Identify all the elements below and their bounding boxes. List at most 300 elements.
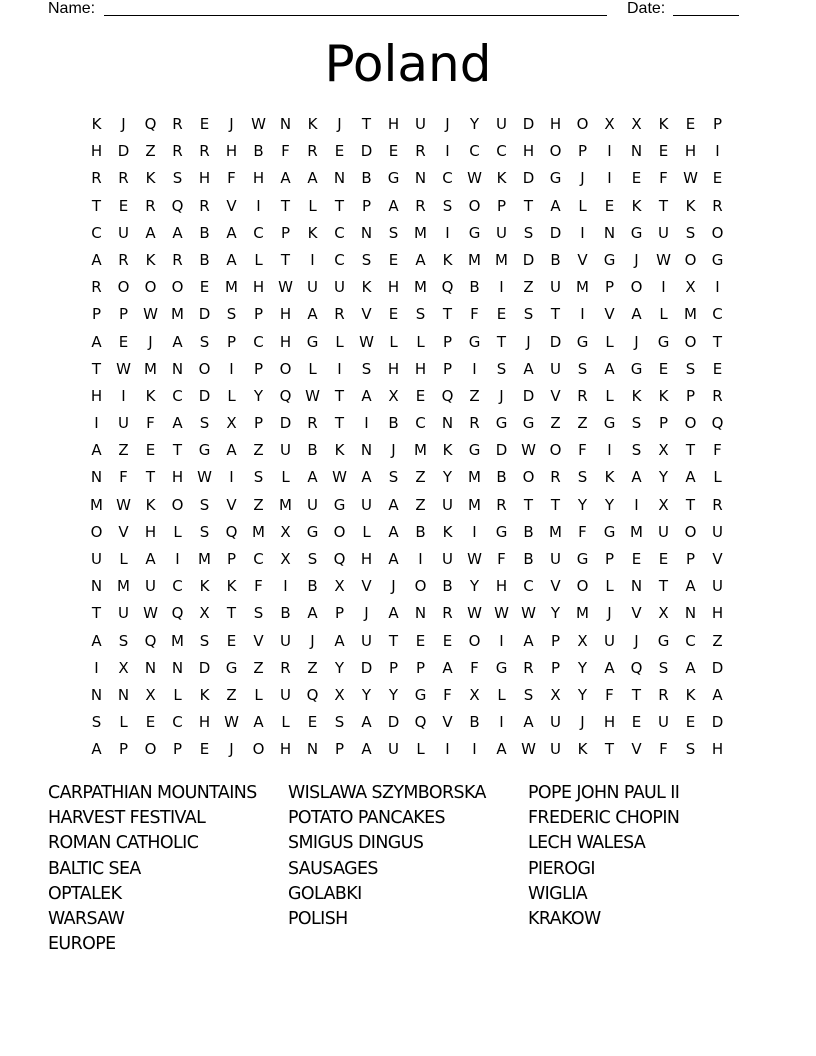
grid-letter[interactable]: S: [199, 522, 210, 541]
grid-letter[interactable]: A: [361, 468, 372, 487]
grid-letter[interactable]: Z: [577, 414, 588, 433]
grid-letter[interactable]: Z: [253, 658, 264, 677]
grid-letter[interactable]: S: [253, 468, 264, 487]
grid-letter[interactable]: G: [495, 522, 508, 541]
grid-letter[interactable]: H: [252, 278, 265, 297]
grid-letter[interactable]: E: [658, 359, 669, 378]
grid-letter[interactable]: O: [279, 359, 292, 378]
grid-letter[interactable]: L: [281, 713, 290, 732]
grid-letter[interactable]: X: [280, 550, 291, 568]
grid-letter[interactable]: P: [550, 658, 561, 677]
grid-letter[interactable]: V: [550, 386, 561, 405]
grid-letter[interactable]: D: [279, 414, 292, 433]
grid-letter[interactable]: K: [199, 685, 210, 704]
grid-letter[interactable]: S: [91, 713, 102, 732]
grid-letter[interactable]: S: [334, 713, 345, 732]
grid-letter[interactable]: I: [121, 386, 126, 405]
grid-letter[interactable]: O: [414, 577, 427, 596]
grid-letter[interactable]: O: [144, 278, 157, 297]
grid-letter[interactable]: H: [279, 332, 292, 351]
grid-letter[interactable]: A: [145, 223, 156, 242]
grid-letter[interactable]: U: [307, 495, 318, 514]
grid-letter[interactable]: R: [172, 115, 183, 133]
grid-letter[interactable]: T: [658, 196, 669, 215]
grid-letter[interactable]: I: [634, 495, 639, 514]
grid-letter[interactable]: M: [171, 305, 184, 324]
grid-letter[interactable]: J: [445, 115, 450, 133]
grid-letter[interactable]: L: [362, 522, 371, 541]
grid-letter[interactable]: J: [499, 386, 504, 405]
grid-letter[interactable]: M: [198, 550, 211, 568]
grid-letter[interactable]: S: [199, 414, 210, 433]
grid-letter[interactable]: C: [415, 414, 426, 433]
grid-letter[interactable]: S: [226, 305, 237, 324]
grid-letter[interactable]: A: [145, 550, 156, 568]
grid-letter[interactable]: J: [121, 115, 126, 133]
grid-letter[interactable]: I: [472, 522, 477, 541]
grid-letter[interactable]: U: [118, 414, 129, 433]
grid-letter[interactable]: Z: [253, 495, 264, 514]
grid-letter[interactable]: P: [280, 223, 291, 242]
grid-letter[interactable]: M: [252, 522, 265, 541]
grid-letter[interactable]: K: [226, 577, 237, 596]
grid-letter[interactable]: I: [499, 631, 504, 650]
grid-letter[interactable]: I: [445, 142, 450, 161]
grid-letter[interactable]: W: [197, 468, 212, 487]
grid-letter[interactable]: K: [307, 115, 318, 133]
grid-letter[interactable]: U: [712, 577, 723, 596]
grid-letter[interactable]: H: [144, 522, 157, 541]
grid-letter[interactable]: A: [226, 223, 237, 242]
grid-letter[interactable]: P: [91, 305, 102, 324]
grid-letter[interactable]: H: [279, 305, 292, 324]
grid-letter[interactable]: I: [472, 359, 477, 378]
grid-letter[interactable]: V: [118, 522, 129, 541]
grid-letter[interactable]: E: [199, 115, 210, 133]
grid-letter[interactable]: J: [148, 332, 153, 351]
grid-letter[interactable]: U: [334, 278, 345, 297]
grid-letter[interactable]: I: [256, 196, 261, 215]
grid-letter[interactable]: L: [173, 685, 182, 704]
grid-letter[interactable]: X: [388, 386, 399, 405]
grid-letter[interactable]: J: [229, 115, 234, 133]
grid-letter[interactable]: D: [711, 658, 724, 677]
grid-letter[interactable]: H: [90, 386, 103, 405]
grid-letter[interactable]: G: [576, 550, 589, 568]
grid-letter[interactable]: P: [496, 196, 507, 215]
grid-letter[interactable]: V: [550, 577, 561, 596]
grid-letter[interactable]: O: [684, 414, 697, 433]
grid-letter[interactable]: T: [172, 441, 183, 460]
grid-letter[interactable]: M: [90, 495, 103, 514]
grid-letter[interactable]: F: [146, 414, 155, 433]
grid-letter[interactable]: X: [658, 604, 669, 623]
grid-letter[interactable]: W: [116, 495, 131, 514]
grid-letter[interactable]: X: [631, 115, 642, 133]
grid-letter[interactable]: P: [685, 550, 696, 568]
grid-letter[interactable]: I: [229, 359, 234, 378]
grid-letter[interactable]: R: [91, 169, 102, 188]
grid-letter[interactable]: Y: [469, 115, 480, 133]
grid-letter[interactable]: P: [253, 359, 264, 378]
grid-letter[interactable]: Y: [658, 468, 669, 487]
grid-letter[interactable]: X: [685, 278, 696, 297]
grid-letter[interactable]: R: [307, 142, 318, 161]
grid-letter[interactable]: A: [280, 169, 291, 188]
grid-letter[interactable]: Y: [577, 495, 588, 514]
grid-letter[interactable]: A: [307, 604, 318, 623]
grid-letter[interactable]: S: [685, 223, 696, 242]
grid-letter[interactable]: M: [630, 522, 643, 541]
grid-letter[interactable]: L: [119, 713, 128, 732]
grid-letter[interactable]: A: [604, 359, 615, 378]
grid-letter[interactable]: T: [658, 577, 669, 596]
grid-letter[interactable]: I: [607, 142, 612, 161]
grid-letter[interactable]: U: [145, 577, 156, 596]
grid-letter[interactable]: A: [523, 631, 534, 650]
grid-letter[interactable]: H: [549, 115, 562, 133]
grid-letter[interactable]: B: [253, 142, 264, 161]
grid-letter[interactable]: K: [496, 169, 507, 188]
grid-letter[interactable]: H: [684, 142, 697, 161]
grid-letter[interactable]: K: [631, 386, 642, 405]
grid-letter[interactable]: I: [337, 359, 342, 378]
grid-letter[interactable]: K: [442, 441, 453, 460]
grid-letter[interactable]: A: [523, 713, 534, 732]
grid-letter[interactable]: A: [442, 658, 453, 677]
grid-letter[interactable]: B: [523, 550, 534, 568]
grid-letter[interactable]: M: [414, 441, 427, 460]
grid-letter[interactable]: S: [523, 685, 534, 704]
grid-letter[interactable]: L: [578, 196, 587, 215]
grid-letter[interactable]: P: [253, 305, 264, 324]
grid-letter[interactable]: L: [173, 522, 182, 541]
grid-letter[interactable]: R: [415, 196, 426, 215]
grid-letter[interactable]: L: [227, 386, 236, 405]
grid-letter[interactable]: D: [522, 169, 535, 188]
grid-letter[interactable]: K: [145, 495, 156, 514]
grid-letter[interactable]: E: [388, 305, 399, 324]
grid-letter[interactable]: T: [604, 740, 615, 759]
grid-letter[interactable]: M: [468, 468, 481, 487]
grid-letter[interactable]: U: [442, 550, 453, 568]
grid-letter[interactable]: G: [603, 522, 616, 541]
grid-letter[interactable]: M: [576, 604, 589, 623]
grid-letter[interactable]: N: [603, 223, 616, 242]
grid-letter[interactable]: V: [577, 250, 588, 269]
grid-letter[interactable]: P: [334, 604, 345, 623]
grid-letter[interactable]: R: [550, 468, 561, 487]
grid-letter[interactable]: L: [119, 550, 128, 568]
grid-letter[interactable]: C: [442, 169, 453, 188]
grid-letter[interactable]: M: [414, 223, 427, 242]
grid-letter[interactable]: Y: [577, 685, 588, 704]
grid-letter[interactable]: O: [117, 278, 130, 297]
grid-letter[interactable]: E: [415, 631, 426, 650]
grid-letter[interactable]: O: [684, 522, 697, 541]
grid-letter[interactable]: H: [711, 604, 724, 623]
grid-letter[interactable]: Q: [711, 414, 724, 433]
grid-letter[interactable]: F: [497, 550, 506, 568]
grid-letter[interactable]: J: [391, 577, 396, 596]
grid-letter[interactable]: G: [468, 441, 481, 460]
grid-letter[interactable]: L: [416, 740, 425, 759]
grid-letter[interactable]: E: [685, 115, 696, 133]
grid-letter[interactable]: T: [334, 386, 345, 405]
grid-letter[interactable]: U: [550, 740, 561, 759]
grid-letter[interactable]: C: [253, 223, 264, 242]
grid-letter[interactable]: D: [198, 658, 211, 677]
grid-letter[interactable]: M: [468, 495, 481, 514]
grid-letter[interactable]: T: [334, 196, 345, 215]
grid-letter[interactable]: Q: [441, 278, 454, 297]
grid-letter[interactable]: K: [91, 115, 102, 133]
grid-letter[interactable]: G: [495, 658, 508, 677]
grid-letter[interactable]: D: [711, 713, 724, 732]
grid-letter[interactable]: B: [469, 278, 480, 297]
grid-letter[interactable]: B: [469, 713, 480, 732]
grid-letter[interactable]: W: [521, 740, 536, 759]
grid-letter[interactable]: F: [659, 740, 668, 759]
grid-letter[interactable]: A: [388, 522, 399, 541]
grid-letter[interactable]: K: [685, 685, 696, 704]
grid-letter[interactable]: H: [90, 142, 103, 161]
grid-letter[interactable]: N: [360, 223, 373, 242]
grid-letter[interactable]: Q: [279, 386, 292, 405]
grid-letter[interactable]: C: [91, 223, 102, 242]
grid-letter[interactable]: T: [550, 305, 561, 324]
grid-letter[interactable]: V: [712, 550, 723, 568]
grid-letter[interactable]: V: [361, 305, 372, 324]
grid-letter[interactable]: G: [495, 414, 508, 433]
grid-letter[interactable]: E: [712, 359, 723, 378]
grid-letter[interactable]: U: [91, 550, 102, 568]
grid-letter[interactable]: X: [145, 685, 156, 704]
grid-letter[interactable]: N: [171, 658, 184, 677]
grid-letter[interactable]: H: [495, 577, 508, 596]
grid-letter[interactable]: X: [199, 604, 210, 623]
grid-letter[interactable]: G: [414, 685, 427, 704]
grid-letter[interactable]: L: [416, 332, 425, 351]
grid-letter[interactable]: M: [414, 278, 427, 297]
grid-letter[interactable]: R: [469, 414, 480, 433]
grid-letter[interactable]: J: [634, 332, 639, 351]
grid-letter[interactable]: O: [549, 142, 562, 161]
grid-letter[interactable]: Y: [550, 604, 561, 623]
grid-letter[interactable]: P: [550, 631, 561, 650]
grid-letter[interactable]: A: [307, 305, 318, 324]
grid-letter[interactable]: U: [712, 522, 723, 541]
grid-letter[interactable]: Q: [144, 631, 157, 650]
grid-letter[interactable]: V: [226, 495, 237, 514]
grid-letter[interactable]: P: [118, 740, 129, 759]
grid-letter[interactable]: W: [332, 468, 347, 487]
grid-letter[interactable]: O: [549, 441, 562, 460]
grid-letter[interactable]: B: [496, 468, 507, 487]
grid-letter[interactable]: P: [577, 142, 588, 161]
grid-letter[interactable]: A: [172, 414, 183, 433]
grid-letter[interactable]: L: [308, 196, 317, 215]
grid-letter[interactable]: R: [199, 196, 210, 215]
grid-letter[interactable]: C: [172, 713, 183, 732]
grid-letter[interactable]: U: [496, 115, 507, 133]
grid-letter[interactable]: B: [442, 577, 453, 596]
grid-letter[interactable]: H: [711, 740, 724, 759]
grid-letter[interactable]: M: [684, 305, 697, 324]
grid-letter[interactable]: N: [630, 577, 643, 596]
grid-letter[interactable]: E: [631, 550, 642, 568]
grid-letter[interactable]: F: [713, 441, 722, 460]
grid-letter[interactable]: E: [118, 332, 129, 351]
grid-letter[interactable]: R: [712, 495, 723, 514]
grid-letter[interactable]: L: [659, 305, 668, 324]
grid-letter[interactable]: N: [171, 359, 184, 378]
grid-letter[interactable]: O: [684, 332, 697, 351]
grid-letter[interactable]: J: [580, 169, 585, 188]
grid-letter[interactable]: O: [468, 196, 481, 215]
grid-letter[interactable]: V: [631, 740, 642, 759]
grid-letter[interactable]: R: [496, 495, 507, 514]
grid-letter[interactable]: X: [469, 685, 480, 704]
grid-letter[interactable]: G: [603, 250, 616, 269]
grid-letter[interactable]: H: [387, 115, 400, 133]
grid-letter[interactable]: K: [658, 386, 669, 405]
grid-letter[interactable]: I: [445, 223, 450, 242]
grid-letter[interactable]: E: [631, 169, 642, 188]
grid-letter[interactable]: W: [278, 278, 293, 297]
grid-letter[interactable]: D: [387, 713, 400, 732]
grid-letter[interactable]: O: [198, 359, 211, 378]
grid-letter[interactable]: F: [470, 658, 479, 677]
grid-letter[interactable]: Z: [307, 658, 318, 677]
grid-letter[interactable]: Q: [333, 550, 346, 568]
grid-letter[interactable]: T: [361, 115, 372, 133]
grid-letter[interactable]: V: [604, 305, 615, 324]
grid-letter[interactable]: M: [225, 278, 238, 297]
grid-letter[interactable]: S: [658, 658, 669, 677]
grid-letter[interactable]: U: [550, 359, 561, 378]
grid-letter[interactable]: D: [549, 223, 562, 242]
grid-letter[interactable]: A: [91, 441, 102, 460]
grid-letter[interactable]: V: [631, 604, 642, 623]
grid-letter[interactable]: G: [306, 332, 319, 351]
grid-letter[interactable]: P: [226, 550, 237, 568]
grid-letter[interactable]: S: [199, 631, 210, 650]
grid-letter[interactable]: A: [361, 713, 372, 732]
grid-letter[interactable]: Y: [361, 685, 372, 704]
grid-letter[interactable]: J: [634, 250, 639, 269]
grid-letter[interactable]: T: [685, 441, 696, 460]
grid-letter[interactable]: G: [549, 169, 562, 188]
grid-letter[interactable]: W: [116, 359, 131, 378]
grid-letter[interactable]: D: [360, 658, 373, 677]
grid-letter[interactable]: E: [658, 142, 669, 161]
grid-letter[interactable]: A: [388, 495, 399, 514]
grid-letter[interactable]: N: [630, 142, 643, 161]
grid-letter[interactable]: G: [603, 414, 616, 433]
grid-letter[interactable]: G: [657, 631, 670, 650]
grid-letter[interactable]: T: [685, 495, 696, 514]
grid-letter[interactable]: A: [226, 250, 237, 269]
grid-letter[interactable]: E: [415, 386, 426, 405]
grid-letter[interactable]: W: [143, 305, 158, 324]
grid-letter[interactable]: G: [225, 658, 238, 677]
grid-letter[interactable]: A: [253, 713, 264, 732]
grid-letter[interactable]: F: [605, 685, 614, 704]
grid-letter[interactable]: H: [279, 740, 292, 759]
grid-letter[interactable]: U: [388, 740, 399, 759]
grid-letter[interactable]: R: [712, 196, 723, 215]
grid-letter[interactable]: H: [522, 142, 535, 161]
grid-letter[interactable]: S: [361, 359, 372, 378]
grid-letter[interactable]: Q: [630, 658, 643, 677]
grid-letter[interactable]: X: [334, 577, 345, 596]
grid-letter[interactable]: A: [631, 305, 642, 324]
grid-letter[interactable]: E: [658, 550, 669, 568]
grid-letter[interactable]: P: [658, 414, 669, 433]
grid-letter[interactable]: W: [494, 604, 509, 623]
grid-letter[interactable]: A: [172, 332, 183, 351]
grid-letter[interactable]: I: [580, 223, 585, 242]
grid-letter[interactable]: X: [334, 685, 345, 704]
grid-letter[interactable]: D: [360, 142, 373, 161]
grid-letter[interactable]: R: [415, 142, 426, 161]
grid-letter[interactable]: C: [712, 305, 723, 324]
grid-letter[interactable]: N: [441, 414, 454, 433]
grid-letter[interactable]: S: [307, 550, 318, 568]
grid-letter[interactable]: L: [605, 332, 614, 351]
grid-letter[interactable]: A: [631, 468, 642, 487]
grid-letter[interactable]: K: [658, 115, 669, 133]
grid-letter[interactable]: N: [684, 604, 697, 623]
grid-letter[interactable]: W: [359, 332, 374, 351]
grid-letter[interactable]: S: [631, 441, 642, 460]
grid-letter[interactable]: M: [171, 631, 184, 650]
grid-letter[interactable]: D: [522, 386, 535, 405]
grid-letter[interactable]: E: [388, 142, 399, 161]
grid-letter[interactable]: D: [522, 250, 535, 269]
grid-letter[interactable]: H: [225, 142, 238, 161]
grid-letter[interactable]: P: [388, 658, 399, 677]
grid-letter[interactable]: S: [577, 359, 588, 378]
grid-letter[interactable]: I: [715, 142, 720, 161]
grid-letter[interactable]: S: [388, 468, 399, 487]
name-field[interactable]: [104, 0, 607, 16]
grid-letter[interactable]: P: [604, 278, 615, 297]
grid-letter[interactable]: I: [715, 278, 720, 297]
grid-letter[interactable]: Y: [442, 468, 453, 487]
grid-letter[interactable]: M: [144, 359, 157, 378]
grid-letter[interactable]: N: [306, 740, 319, 759]
grid-letter[interactable]: I: [418, 550, 423, 568]
grid-letter[interactable]: E: [442, 631, 453, 650]
grid-letter[interactable]: H: [360, 550, 373, 568]
grid-letter[interactable]: B: [307, 577, 318, 596]
grid-letter[interactable]: P: [226, 332, 237, 351]
grid-letter[interactable]: D: [522, 115, 535, 133]
grid-letter[interactable]: W: [521, 441, 536, 460]
grid-letter[interactable]: F: [578, 522, 587, 541]
grid-letter[interactable]: E: [496, 305, 507, 324]
grid-letter[interactable]: M: [117, 577, 130, 596]
grid-letter[interactable]: E: [145, 713, 156, 732]
grid-letter[interactable]: M: [495, 250, 508, 269]
grid-letter[interactable]: I: [175, 550, 180, 568]
grid-letter[interactable]: C: [253, 332, 264, 351]
grid-letter[interactable]: Z: [550, 414, 561, 433]
grid-letter[interactable]: A: [523, 359, 534, 378]
grid-letter[interactable]: P: [334, 740, 345, 759]
